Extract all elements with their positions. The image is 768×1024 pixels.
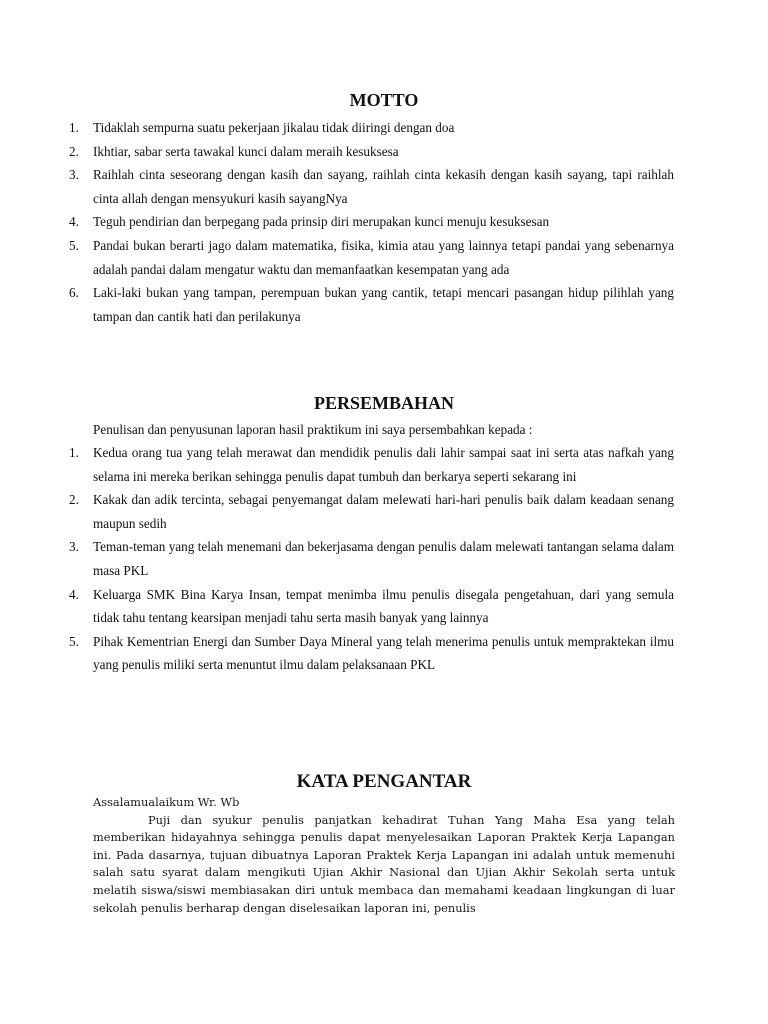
item-text: Keluarga SMK Bina Karya Insan, tempat menimba ilmu penulis disegala pengetahuan, dari yang semula tidak tahu tentang kearsipan menjadi tahu serta masih banyak yang lainnya xyxy=(93,586,674,626)
list-item xyxy=(0,140,768,164)
list-item xyxy=(0,535,768,582)
list-item xyxy=(0,630,768,677)
kata-pengantar-paragraph: Puji dan syukur penulis panjatkan kehadirat Tuhan Yang Maha Esa yang telah memberikan hidayahnya sehingga penulis dapat menyelesaikan Laporan Praktek Kerja Lapangan ini. Pada dasarnya, tujuan dibuatnya Laporan Praktek Kerja Lapangan ini adalah untuk memenuhi salah satu syarat dalam mengikuti Ujian Akhir Nasional dan Ujian Akhir Sekolah serta untuk melatih siswa/siswi membiasakan diri untuk membaca dan memahami keadaan lingkungan di luar sekolah penulis berharap dengan diselesaikan laporan ini, penulis xyxy=(93,812,675,915)
item-text: Kedua orang tua yang telah merawat dan mendidik penulis dali lahir sampai saat ini serta atas nafkah yang selama ini mereka berikan sehingga penulis dapat tumbuh dan berkarya seperti sekarang ini xyxy=(93,445,674,484)
item-number: 5. xyxy=(69,237,79,253)
item-number: 3. xyxy=(69,167,79,183)
item-text: Pihak Kementrian Energi dan Sumber Daya Mineral yang telah menerima penulis untuk mempraktekan ilmu yang penulis miliki serta menuntut ilmu dalam pelaksanaan PKL xyxy=(93,633,674,673)
item-number: 1. xyxy=(69,120,79,135)
item-text: Raihlah cinta seseorang dengan kasih dan sayang, raihlah cinta kekasih dengan kasih sayang, tapi raihlah cinta allah dengan mensyukuri kasih sayangNya xyxy=(93,167,674,206)
list-item xyxy=(0,583,768,630)
kata-pengantar-body xyxy=(93,794,675,917)
item-number: 6. xyxy=(69,285,79,301)
item-number: 3. xyxy=(69,539,79,555)
item-number: 5. xyxy=(69,633,79,649)
persembahan-list xyxy=(0,441,768,677)
item-text: Teman-teman yang telah menemani dan bekerjasama dengan penulis dalam melewati tantangan selama dalam masa PKL xyxy=(93,539,674,578)
item-text: Ikhtiar, sabar serta tawakal kunci dalam meraih kesuksesa xyxy=(93,143,399,159)
item-number: 1. xyxy=(69,445,79,460)
list-item xyxy=(0,163,768,210)
greeting-text: Assalamualaikum Wr. Wb xyxy=(93,795,240,809)
item-number: 4. xyxy=(69,214,79,230)
item-text: Kakak dan adik tercinta, sebagai penyemangat dalam melewati hari-hari penulis baik dalam keadaan senang maupun sedih xyxy=(93,492,674,531)
item-text: Tidaklah sempurna suatu pekerjaan jikalau tidak diiringi dengan doa xyxy=(93,120,455,135)
list-item xyxy=(0,488,768,535)
item-text: Pandai bukan berarti jago dalam matematika, fisika, kimia atau yang lainnya tetapi pandai yang sebenarnya adalah pandai dalam mengatur waktu dan memanfaatkan kesempatan yang ada xyxy=(93,237,674,277)
persembahan-intro: Penulisan dan penyusunan laporan hasil praktikum ini saya persembahkan kepada : xyxy=(93,422,533,437)
list-item xyxy=(0,441,768,488)
list-item xyxy=(0,116,768,140)
item-number: 4. xyxy=(69,586,79,602)
list-item xyxy=(0,234,768,281)
kata-pengantar-heading: KATA PENGANTAR xyxy=(296,771,472,792)
persembahan-heading: PERSEMBAHAN xyxy=(313,393,454,413)
motto-list xyxy=(0,116,768,328)
motto-heading: MOTTO xyxy=(349,90,419,110)
item-number: 2. xyxy=(69,143,79,159)
item-text: Laki-laki bukan yang tampan, perempuan bukan yang cantik, tetapi mencari pasangan hidup pilihlah yang tampan dan cantik hati dan perilakunya xyxy=(93,285,674,324)
item-text: Teguh pendirian dan berpegang pada prinsip diri merupakan kunci menuju kesuksesan xyxy=(93,214,550,230)
list-item xyxy=(0,210,768,234)
item-number: 2. xyxy=(69,492,79,508)
list-item xyxy=(0,281,768,328)
